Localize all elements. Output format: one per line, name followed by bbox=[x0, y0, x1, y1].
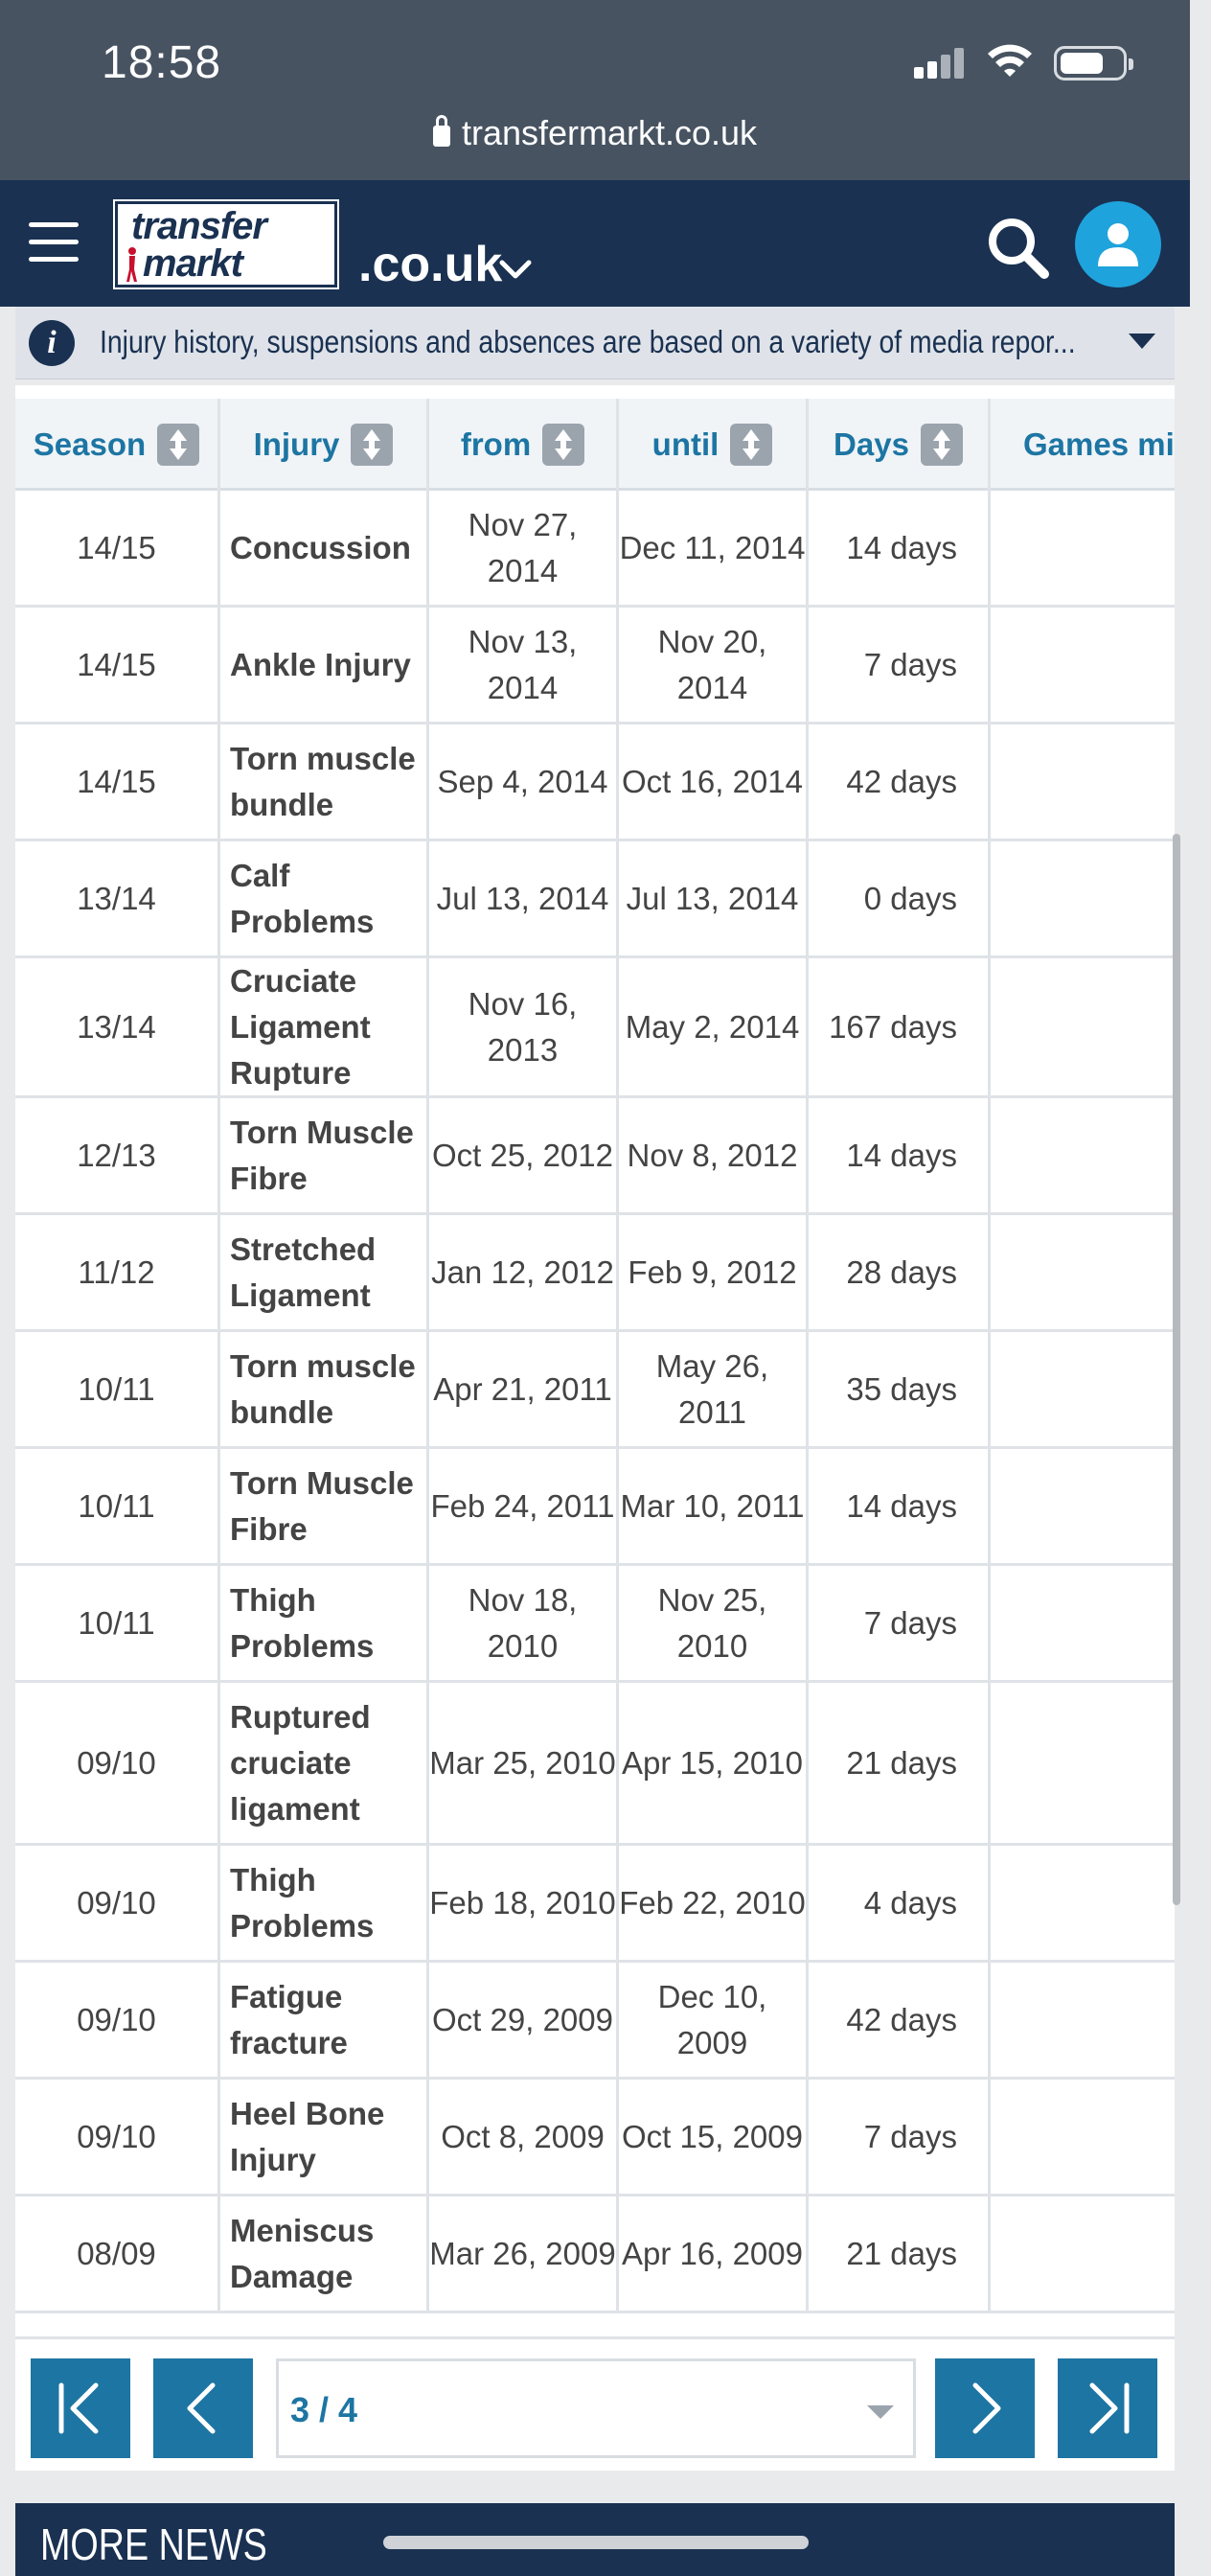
cell-injury-text: Stretched Ligament bbox=[230, 1230, 377, 1313]
site-header bbox=[0, 180, 1190, 307]
sort-icon[interactable] bbox=[542, 424, 584, 466]
cell-from bbox=[429, 1215, 619, 1329]
cell-days-text: 7 days bbox=[863, 646, 957, 682]
cell-from-text: Mar 25, 2010 bbox=[429, 1744, 616, 1781]
cell-until-text: Apr 16, 2009 bbox=[622, 2235, 803, 2271]
cell-injury[interactable] bbox=[220, 1332, 429, 1446]
cell-season-text: 09/10 bbox=[77, 2118, 156, 2154]
cell-days bbox=[809, 724, 991, 839]
cell-season bbox=[15, 2080, 220, 2194]
column-header-from[interactable]: from bbox=[429, 399, 619, 491]
cell-games-missed bbox=[991, 958, 1175, 1095]
cell-from bbox=[429, 1846, 619, 1960]
cell-games-missed bbox=[991, 1449, 1175, 1563]
cell-season bbox=[15, 491, 220, 605]
sort-icon[interactable] bbox=[157, 424, 199, 466]
url-bar[interactable] bbox=[0, 113, 1190, 153]
cell-games-missed bbox=[991, 1683, 1175, 1843]
logo-line-1: transfer bbox=[131, 205, 266, 247]
cell-games-missed bbox=[991, 841, 1175, 955]
cell-until-text: Oct 16, 2014 bbox=[622, 763, 803, 799]
cell-days-text: 21 days bbox=[846, 2235, 957, 2271]
user-account-button[interactable] bbox=[1075, 201, 1161, 288]
table-row bbox=[15, 491, 1175, 608]
cell-from bbox=[429, 1449, 619, 1563]
cell-injury-text: Thigh Problems bbox=[230, 1581, 375, 1664]
cell-days-text: 14 days bbox=[846, 1137, 957, 1173]
cell-days bbox=[809, 1963, 991, 2077]
cell-injury[interactable] bbox=[220, 841, 429, 955]
cell-injury[interactable] bbox=[220, 724, 429, 839]
cell-until-text: Oct 15, 2009 bbox=[622, 2118, 803, 2154]
logo-line-2: markt bbox=[143, 242, 242, 285]
cell-season bbox=[15, 841, 220, 955]
cell-season-text: 14/15 bbox=[77, 529, 156, 565]
cell-from-text: Sep 4, 2014 bbox=[437, 763, 608, 799]
chevron-down-icon[interactable] bbox=[498, 253, 533, 288]
last-page-icon bbox=[1058, 2358, 1157, 2458]
cell-injury-text: Meniscus Damage bbox=[230, 2212, 375, 2294]
cell-from-text: Jan 12, 2012 bbox=[431, 1254, 614, 1290]
cell-from-text: Feb 24, 2011 bbox=[430, 1487, 615, 1524]
cell-from bbox=[429, 2080, 619, 2194]
cell-until bbox=[619, 1449, 809, 1563]
cell-days bbox=[809, 2080, 991, 2194]
cell-injury-text: Torn Muscle Fibre bbox=[230, 1464, 414, 1547]
cell-until-text: Feb 9, 2012 bbox=[628, 1254, 797, 1290]
cell-from-text: Mar 26, 2009 bbox=[429, 2235, 616, 2271]
cell-until bbox=[619, 1098, 809, 1212]
cell-injury-text: Concussion bbox=[230, 529, 411, 565]
cell-until bbox=[619, 1683, 809, 1843]
injury-table-card bbox=[15, 385, 1175, 2471]
cell-days bbox=[809, 1449, 991, 1563]
cell-until bbox=[619, 1846, 809, 1960]
transfermarkt-logo[interactable] bbox=[115, 201, 337, 288]
cell-until-text: Dec 11, 2014 bbox=[619, 529, 806, 565]
cell-season bbox=[15, 1846, 220, 1960]
first-page-button[interactable] bbox=[31, 2358, 130, 2458]
cell-until-text: Feb 22, 2010 bbox=[619, 1884, 806, 1920]
cell-injury[interactable] bbox=[220, 1449, 429, 1563]
cell-season-text: 14/15 bbox=[77, 646, 156, 682]
cell-days-text: 0 days bbox=[863, 880, 957, 916]
cell-season-text: 13/14 bbox=[77, 880, 156, 916]
cell-days-text: 7 days bbox=[863, 1604, 957, 1641]
cell-days-text: 4 days bbox=[863, 1884, 957, 1920]
cell-from-text: Oct 25, 2012 bbox=[432, 1137, 613, 1173]
cell-season-text: 14/15 bbox=[77, 763, 156, 799]
cell-days bbox=[809, 1215, 991, 1329]
next-page-button[interactable] bbox=[935, 2358, 1035, 2458]
cell-from bbox=[429, 491, 619, 605]
cell-season-text: 10/11 bbox=[78, 1604, 155, 1641]
sort-icon[interactable] bbox=[921, 424, 963, 466]
cell-season-text: 11/12 bbox=[78, 1254, 155, 1290]
caret-down-icon[interactable] bbox=[1129, 334, 1155, 349]
info-banner[interactable] bbox=[15, 307, 1175, 380]
cell-injury[interactable] bbox=[220, 1098, 429, 1212]
cell-from-text: Feb 18, 2010 bbox=[429, 1884, 616, 1920]
cell-season-text: 10/11 bbox=[78, 1370, 155, 1407]
cell-injury[interactable] bbox=[220, 491, 429, 605]
cell-season bbox=[15, 1566, 220, 1680]
cell-injury-text: Fatigue fracture bbox=[230, 1978, 348, 2060]
cell-from bbox=[429, 2196, 619, 2311]
status-bar bbox=[0, 0, 1190, 180]
cell-until bbox=[619, 1963, 809, 2077]
cell-games-missed bbox=[991, 491, 1175, 605]
cell-from-text: Nov 18, 2010 bbox=[468, 1581, 578, 1664]
table-row bbox=[15, 1566, 1175, 1683]
cell-until bbox=[619, 1566, 809, 1680]
table-row bbox=[15, 1683, 1175, 1846]
cell-season bbox=[15, 1332, 220, 1446]
column-header-until[interactable]: until bbox=[619, 399, 809, 491]
column-header-injury[interactable]: Injury bbox=[220, 399, 429, 491]
pagination bbox=[15, 2336, 1175, 2471]
cell-until-text: May 2, 2014 bbox=[625, 1008, 800, 1045]
cell-season-text: 09/10 bbox=[77, 2001, 156, 2037]
cell-injury[interactable] bbox=[220, 1215, 429, 1329]
cell-days bbox=[809, 958, 991, 1095]
column-header-days[interactable]: Days bbox=[809, 399, 991, 491]
cell-from bbox=[429, 1098, 619, 1212]
cell-days-text: 42 days bbox=[846, 2001, 957, 2037]
cell-games-missed bbox=[991, 1963, 1175, 2077]
cell-until-text: May 26, 2011 bbox=[655, 1347, 769, 1430]
search-icon[interactable] bbox=[983, 213, 1052, 282]
cell-days bbox=[809, 2196, 991, 2311]
table-row bbox=[15, 1846, 1175, 1963]
cell-days-text: 14 days bbox=[846, 1487, 957, 1524]
cell-days bbox=[809, 1098, 991, 1212]
cell-season-text: 08/09 bbox=[77, 2235, 156, 2271]
cell-injury-text: Calf Problems bbox=[230, 857, 375, 939]
cell-injury-text: Thigh Problems bbox=[230, 1861, 375, 1944]
cell-days bbox=[809, 841, 991, 955]
first-page-icon bbox=[31, 2358, 130, 2458]
cell-until bbox=[619, 608, 809, 722]
cell-season-text: 12/13 bbox=[77, 1137, 156, 1173]
cell-until bbox=[619, 1215, 809, 1329]
status-time: 18:58 bbox=[102, 37, 222, 88]
cell-days-text: 7 days bbox=[863, 2118, 957, 2154]
cell-days-text: 21 days bbox=[846, 1744, 957, 1781]
cell-from bbox=[429, 1566, 619, 1680]
cell-games-missed bbox=[991, 2196, 1175, 2311]
table-row bbox=[15, 1449, 1175, 1566]
cell-season bbox=[15, 608, 220, 722]
cell-games-missed bbox=[991, 1332, 1175, 1446]
info-banner-text: Injury history, suspensions and absences are based on a variety of media repor... bbox=[100, 324, 1076, 359]
cell-season-text: 09/10 bbox=[77, 1744, 156, 1781]
cell-until-text: Apr 15, 2010 bbox=[622, 1744, 803, 1781]
cell-games-missed bbox=[991, 608, 1175, 722]
cell-days-text: 42 days bbox=[846, 763, 957, 799]
cell-games-missed bbox=[991, 1846, 1175, 1960]
table-row bbox=[15, 958, 1175, 1098]
cell-season bbox=[15, 1098, 220, 1212]
country-domain-selector[interactable]: .co.uk bbox=[358, 237, 503, 292]
cell-until bbox=[619, 2196, 809, 2311]
table-row bbox=[15, 2080, 1175, 2196]
cell-until bbox=[619, 958, 809, 1095]
cell-from-text: Jul 13, 2014 bbox=[436, 880, 609, 916]
cell-from-text: Nov 27, 2014 bbox=[468, 506, 578, 588]
cell-days bbox=[809, 1683, 991, 1843]
logo-figure-icon bbox=[126, 246, 139, 283]
cell-injury[interactable] bbox=[220, 608, 429, 722]
cell-from-text: Apr 21, 2011 bbox=[433, 1370, 612, 1407]
cell-until-text: Nov 8, 2012 bbox=[627, 1137, 798, 1173]
cell-days bbox=[809, 1566, 991, 1680]
cell-season bbox=[15, 1215, 220, 1329]
cell-until bbox=[619, 841, 809, 955]
table-row bbox=[15, 724, 1175, 841]
cell-injury[interactable] bbox=[220, 2196, 429, 2311]
last-page-button[interactable] bbox=[1058, 2358, 1157, 2458]
lock-icon bbox=[433, 126, 450, 147]
cell-injury-text: Torn muscle bundle bbox=[230, 1347, 416, 1430]
cell-season bbox=[15, 1683, 220, 1843]
cell-days bbox=[809, 1846, 991, 1960]
table-row bbox=[15, 1098, 1175, 1215]
cell-from-text: Oct 8, 2009 bbox=[441, 2118, 605, 2154]
cell-season bbox=[15, 724, 220, 839]
user-icon bbox=[1096, 220, 1140, 268]
cell-days-text: 35 days bbox=[846, 1370, 957, 1407]
scrollbar[interactable] bbox=[1173, 834, 1180, 1905]
cell-injury[interactable] bbox=[220, 1566, 429, 1680]
info-icon: i bbox=[29, 320, 75, 366]
column-header-games-missed[interactable]: Games mi bbox=[1023, 426, 1175, 462]
cell-from-text: Nov 16, 2013 bbox=[468, 985, 578, 1068]
cell-games-missed bbox=[991, 1566, 1175, 1680]
cell-until-text: Mar 10, 2011 bbox=[620, 1487, 805, 1524]
cell-injury[interactable] bbox=[220, 2080, 429, 2194]
column-header-season[interactable]: Season bbox=[15, 399, 220, 491]
cell-injury-text: Torn muscle bundle bbox=[230, 740, 416, 822]
table-row bbox=[15, 1215, 1175, 1332]
cell-games-missed bbox=[991, 1215, 1175, 1329]
cell-days bbox=[809, 491, 991, 605]
cell-days-text: 14 days bbox=[846, 529, 957, 565]
cell-until bbox=[619, 491, 809, 605]
sort-icon[interactable] bbox=[730, 424, 772, 466]
cell-from bbox=[429, 1963, 619, 2077]
caret-down-icon bbox=[867, 2405, 894, 2419]
cell-injury-text: Ankle Injury bbox=[230, 646, 411, 682]
cell-injury-text: Torn Muscle Fibre bbox=[230, 1114, 414, 1196]
chevron-left-icon bbox=[153, 2358, 253, 2458]
cell-until bbox=[619, 724, 809, 839]
cell-from-text: Oct 29, 2009 bbox=[432, 2001, 613, 2037]
cell-season-text: 09/10 bbox=[77, 1884, 156, 1920]
table-row bbox=[15, 2196, 1175, 2313]
cell-days bbox=[809, 1332, 991, 1446]
table-row bbox=[15, 608, 1175, 724]
cell-days-text: 167 days bbox=[829, 1008, 957, 1045]
cell-injury[interactable] bbox=[220, 1846, 429, 1960]
url-text: transfermarkt.co.uk bbox=[461, 113, 758, 152]
cell-season-text: 10/11 bbox=[78, 1487, 155, 1524]
page-select-value: 3 / 4 bbox=[290, 2390, 358, 2429]
cell-season bbox=[15, 1449, 220, 1563]
cell-from bbox=[429, 608, 619, 722]
hamburger-menu-icon[interactable] bbox=[29, 222, 79, 263]
cell-injury[interactable] bbox=[220, 1683, 429, 1843]
wifi-icon bbox=[987, 42, 1033, 80]
cell-from bbox=[429, 1683, 619, 1843]
table-header bbox=[15, 399, 1175, 491]
cell-injury-text: Cruciate Ligament Rupture bbox=[230, 962, 371, 1091]
home-indicator[interactable] bbox=[383, 2536, 809, 2549]
cell-from bbox=[429, 841, 619, 955]
signal-icon bbox=[914, 48, 966, 79]
cell-from bbox=[429, 958, 619, 1095]
table-row bbox=[15, 841, 1175, 958]
cell-until-text: Nov 25, 2010 bbox=[657, 1581, 767, 1664]
cell-injury-text: Ruptured cruciate ligament bbox=[230, 1698, 371, 1827]
cell-until-text: Dec 10, 2009 bbox=[657, 1978, 767, 2060]
cell-injury-text: Heel Bone Injury bbox=[230, 2095, 385, 2177]
cell-until bbox=[619, 2080, 809, 2194]
more-news-label: MORE NEWS bbox=[40, 2519, 267, 2569]
cell-season bbox=[15, 1963, 220, 2077]
cell-games-missed bbox=[991, 2080, 1175, 2194]
cell-games-missed bbox=[991, 1098, 1175, 1212]
cell-injury[interactable] bbox=[220, 1963, 429, 2077]
cell-season bbox=[15, 958, 220, 1095]
cell-from bbox=[429, 724, 619, 839]
cell-days-text: 28 days bbox=[846, 1254, 957, 1290]
sort-icon[interactable] bbox=[351, 424, 393, 466]
cell-injury[interactable] bbox=[220, 958, 429, 1095]
cell-until-text: Nov 20, 2014 bbox=[657, 623, 767, 705]
cell-days bbox=[809, 608, 991, 722]
cell-games-missed bbox=[991, 724, 1175, 839]
cell-until bbox=[619, 1332, 809, 1446]
cell-from-text: Nov 13, 2014 bbox=[468, 623, 578, 705]
cell-season bbox=[15, 2196, 220, 2311]
cell-until-text: Jul 13, 2014 bbox=[626, 880, 799, 916]
cell-from bbox=[429, 1332, 619, 1446]
battery-icon bbox=[1054, 46, 1127, 80]
page-select[interactable] bbox=[276, 2358, 916, 2458]
chevron-right-icon bbox=[935, 2358, 1035, 2458]
cell-season-text: 13/14 bbox=[77, 1008, 156, 1045]
table-row bbox=[15, 1963, 1175, 2080]
previous-page-button[interactable] bbox=[153, 2358, 253, 2458]
table-row bbox=[15, 1332, 1175, 1449]
